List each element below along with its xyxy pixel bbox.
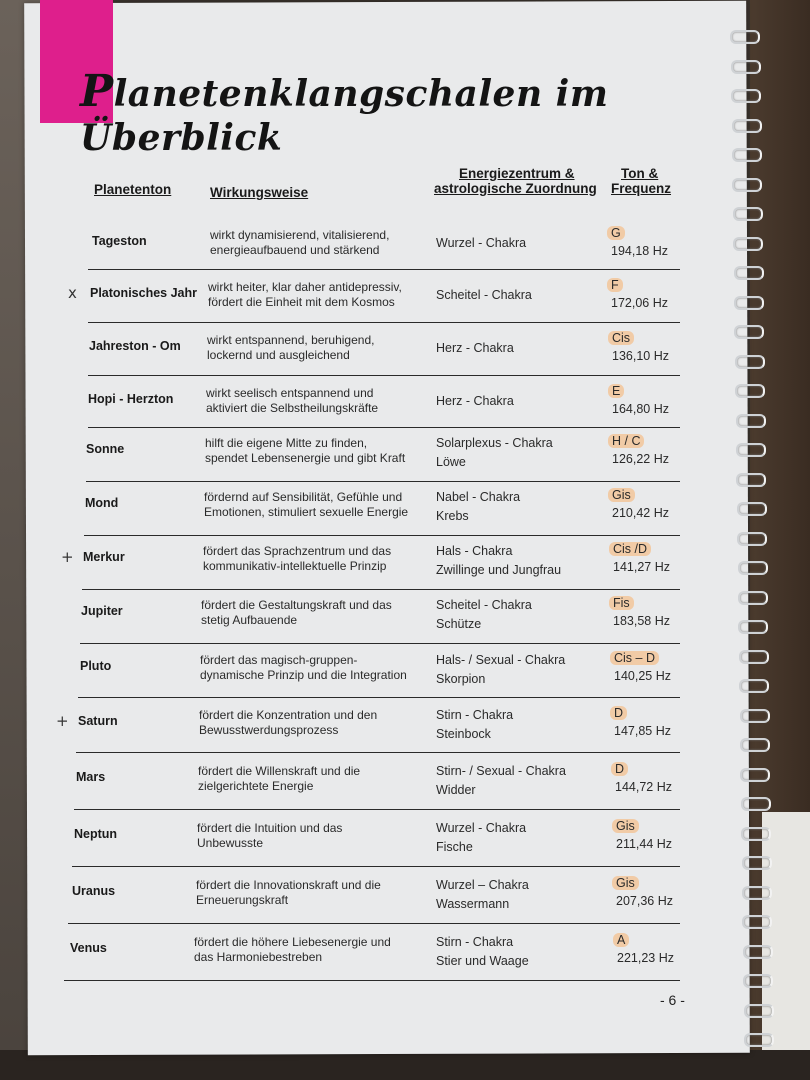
- planet-name: Uranus: [72, 884, 116, 898]
- planet-frequency: 164,80 Hz: [612, 402, 669, 416]
- spiral-ring: [732, 148, 762, 162]
- planet-chakra: Wurzel - Chakra: [436, 236, 527, 250]
- planet-chakra: Scheitel - Chakra: [436, 598, 532, 612]
- planet-tone: F: [607, 278, 623, 292]
- planet-effect: fördert die Gestaltungskraft und das stetig Aufbauende: [201, 598, 392, 627]
- spiral-ring: [735, 384, 765, 398]
- planet-frequency: 172,06 Hz: [611, 296, 668, 310]
- spiral-ring: [742, 915, 772, 929]
- spiral-ring: [738, 561, 768, 575]
- planet-frequency: 210,42 Hz: [612, 506, 669, 520]
- planet-tone: Fis: [609, 596, 634, 610]
- header-chakra-line1: Energiezentrum &: [459, 166, 575, 181]
- planet-name: Platonisches Jahr: [90, 286, 197, 300]
- row-divider: [88, 375, 680, 376]
- planet-name: Neptun: [74, 827, 118, 841]
- planet-name: Tageston: [92, 234, 147, 248]
- planet-sign: Fische: [436, 840, 473, 854]
- planet-effect: fördert das magisch-gruppen- dynamische Prinzip und die Integration: [200, 653, 407, 682]
- spiral-ring: [734, 266, 764, 280]
- planet-frequency: 221,23 Hz: [617, 951, 674, 965]
- planet-tone: H / C: [608, 434, 644, 448]
- planet-name: Pluto: [80, 659, 112, 673]
- planet-frequency: 136,10 Hz: [612, 349, 669, 363]
- row-divider: [88, 269, 680, 270]
- planet-effect: wirkt seelisch entspannend und aktiviert die Selbstheilungskräfte: [206, 386, 379, 415]
- spiral-ring: [731, 89, 761, 103]
- spiral-ring: [740, 709, 770, 723]
- planet-name: Venus: [70, 941, 107, 955]
- planet-frequency: 144,72 Hz: [615, 780, 672, 794]
- planet-effect: fördert die Innovationskraft und die Erneuerungskraft: [196, 878, 381, 907]
- planet-chakra: Nabel - Chakra: [436, 490, 521, 504]
- planet-effect: hilft die eigene Mitte zu finden, spendet Lebensenergie und gibt Kraft: [205, 436, 406, 465]
- planet-name: Sonne: [86, 442, 125, 456]
- spiral-ring: [736, 414, 766, 428]
- planet-tone: E: [608, 384, 624, 398]
- header-planet: Planetenton: [94, 182, 172, 197]
- handwritten-mark: +: [61, 548, 74, 566]
- row-divider: [76, 752, 680, 753]
- spiral-ring: [734, 296, 764, 310]
- page-number: - 6 -: [660, 992, 685, 1008]
- planet-tone: Cis: [608, 331, 634, 345]
- planet-effect: fördert die höhere Liebesenergie und das Harmoniebestreben: [194, 935, 391, 964]
- planet-chakra: Herz - Chakra: [436, 394, 514, 408]
- planet-tone: Cis – D: [610, 651, 659, 665]
- planet-effect: wirkt entspannend, beruhigend, lockernd und ausgleichend: [207, 333, 375, 362]
- planet-chakra: Stirn - Chakra: [436, 708, 514, 722]
- planet-effect: wirkt heiter, klar daher antidepressiv, fördert die Einheit mit dem Kosmos: [208, 280, 402, 309]
- planet-chakra: Stirn- / Sexual - Chakra: [436, 764, 566, 778]
- planet-tone: Cis /D: [609, 542, 651, 556]
- spiral-ring: [739, 650, 769, 664]
- planet-effect: fördert die Willenskraft und die zielgerichtete Energie: [198, 764, 361, 793]
- spiral-ring: [743, 945, 773, 959]
- spiral-ring: [741, 827, 771, 841]
- planet-tone: Gis: [608, 488, 635, 502]
- spiral-ring: [742, 886, 772, 900]
- spiral-ring: [744, 1004, 774, 1018]
- planet-chakra: Solarplexus - Chakra: [436, 436, 553, 450]
- planet-frequency: 126,22 Hz: [612, 452, 669, 466]
- row-divider: [68, 923, 680, 924]
- planet-frequency: 140,25 Hz: [614, 669, 671, 683]
- spiral-ring: [736, 473, 766, 487]
- row-divider: [88, 427, 680, 428]
- spiral-ring: [730, 30, 760, 44]
- planet-sign: Wassermann: [436, 897, 510, 911]
- handwritten-mark: +: [56, 712, 69, 730]
- planet-frequency: 207,36 Hz: [616, 894, 673, 908]
- planet-sign: Zwillinge und Jungfrau: [436, 563, 562, 577]
- row-divider: [72, 866, 680, 867]
- planet-sign: Schütze: [436, 617, 482, 631]
- planet-tone: Gis: [612, 876, 639, 890]
- planet-tone: Gis: [612, 819, 639, 833]
- planet-name: Jupiter: [81, 604, 123, 618]
- planet-frequency: 194,18 Hz: [611, 244, 668, 258]
- planet-chakra: Scheitel - Chakra: [436, 288, 532, 302]
- row-divider: [84, 535, 680, 536]
- row-divider: [64, 980, 680, 981]
- spiral-ring: [737, 532, 767, 546]
- planet-effect: fördert die Intuition und das Unbewusste: [197, 821, 343, 850]
- planet-sign: Löwe: [436, 455, 466, 469]
- planet-sign: Steinbock: [436, 727, 491, 741]
- spiral-ring: [736, 443, 766, 457]
- page-title: Planetenklangschalen im Überblick: [80, 66, 609, 159]
- row-divider: [80, 643, 680, 644]
- planet-name: Merkur: [83, 550, 125, 564]
- header-effect: Wirkungsweise: [210, 185, 309, 200]
- planet-effect: wirkt dynamisierend, vitalisierend, energieaufbauend und stärkend: [210, 228, 390, 257]
- header-chakra-line2: astrologische Zuordnung: [434, 181, 597, 196]
- header-tone-line2: Frequenz: [611, 181, 672, 196]
- planet-tone: D: [611, 762, 628, 776]
- planet-sign: Stier und Waage: [436, 954, 529, 968]
- planet-sign: Skorpion: [436, 672, 486, 686]
- planet-name: Saturn: [78, 714, 118, 728]
- spiral-ring: [739, 679, 769, 693]
- spiral-ring: [738, 591, 768, 605]
- spiral-ring: [732, 119, 762, 133]
- planet-tone: D: [610, 706, 627, 720]
- row-divider: [74, 809, 680, 810]
- row-divider: [86, 481, 680, 482]
- spiral-ring: [735, 355, 765, 369]
- planet-frequency: 211,44 Hz: [616, 837, 673, 851]
- spiral-ring: [743, 974, 773, 988]
- planet-chakra: Hals- / Sexual - Chakra: [436, 653, 566, 667]
- planet-name: Hopi - Herzton: [88, 392, 174, 406]
- planet-frequency: 141,27 Hz: [613, 560, 670, 574]
- spiral-ring: [741, 797, 771, 811]
- spiral-ring: [740, 738, 770, 752]
- spiral-ring: [744, 1033, 774, 1047]
- spiral-ring: [742, 856, 772, 870]
- planet-effect: fördert die Konzentration und den Bewusstwerdungsprozess: [199, 708, 378, 737]
- header-tone-line1: Ton &: [621, 166, 659, 181]
- spiral-ring: [732, 178, 762, 192]
- planet-effect: fördert das Sprachzentrum und das kommunikativ-intellektuelle Prinzip: [203, 544, 392, 573]
- spiral-ring: [731, 60, 761, 74]
- planet-name: Mars: [76, 770, 106, 784]
- planet-effect: fördernd auf Sensibilität, Gefühle und Emotionen, stimuliert sexuelle Energie: [204, 490, 409, 519]
- planet-chakra: Herz - Chakra: [436, 341, 514, 355]
- spiral-ring: [733, 207, 763, 221]
- planet-frequency: 183,58 Hz: [613, 614, 670, 628]
- spiral-ring: [737, 502, 767, 516]
- planet-chakra: Wurzel – Chakra: [436, 878, 529, 892]
- spiral-ring: [738, 620, 768, 634]
- row-divider: [88, 322, 680, 323]
- planet-chakra: Wurzel - Chakra: [436, 821, 527, 835]
- planet-tone: A: [613, 933, 629, 947]
- planet-name: Jahreston - Om: [89, 339, 181, 353]
- handwritten-mark: x: [68, 284, 77, 302]
- spiral-ring: [733, 237, 763, 251]
- planet-sign: Krebs: [436, 509, 469, 523]
- row-divider: [82, 589, 680, 590]
- planet-chakra: Hals - Chakra: [436, 544, 513, 558]
- spiral-ring: [734, 325, 764, 339]
- spiral-ring: [740, 768, 770, 782]
- planet-frequency: 147,85 Hz: [614, 724, 671, 738]
- row-divider: [78, 697, 680, 698]
- planet-chakra: Stirn - Chakra: [436, 935, 514, 949]
- planet-tone: G: [607, 226, 625, 240]
- planet-name: Mond: [85, 496, 119, 510]
- planet-sign: Widder: [436, 783, 476, 797]
